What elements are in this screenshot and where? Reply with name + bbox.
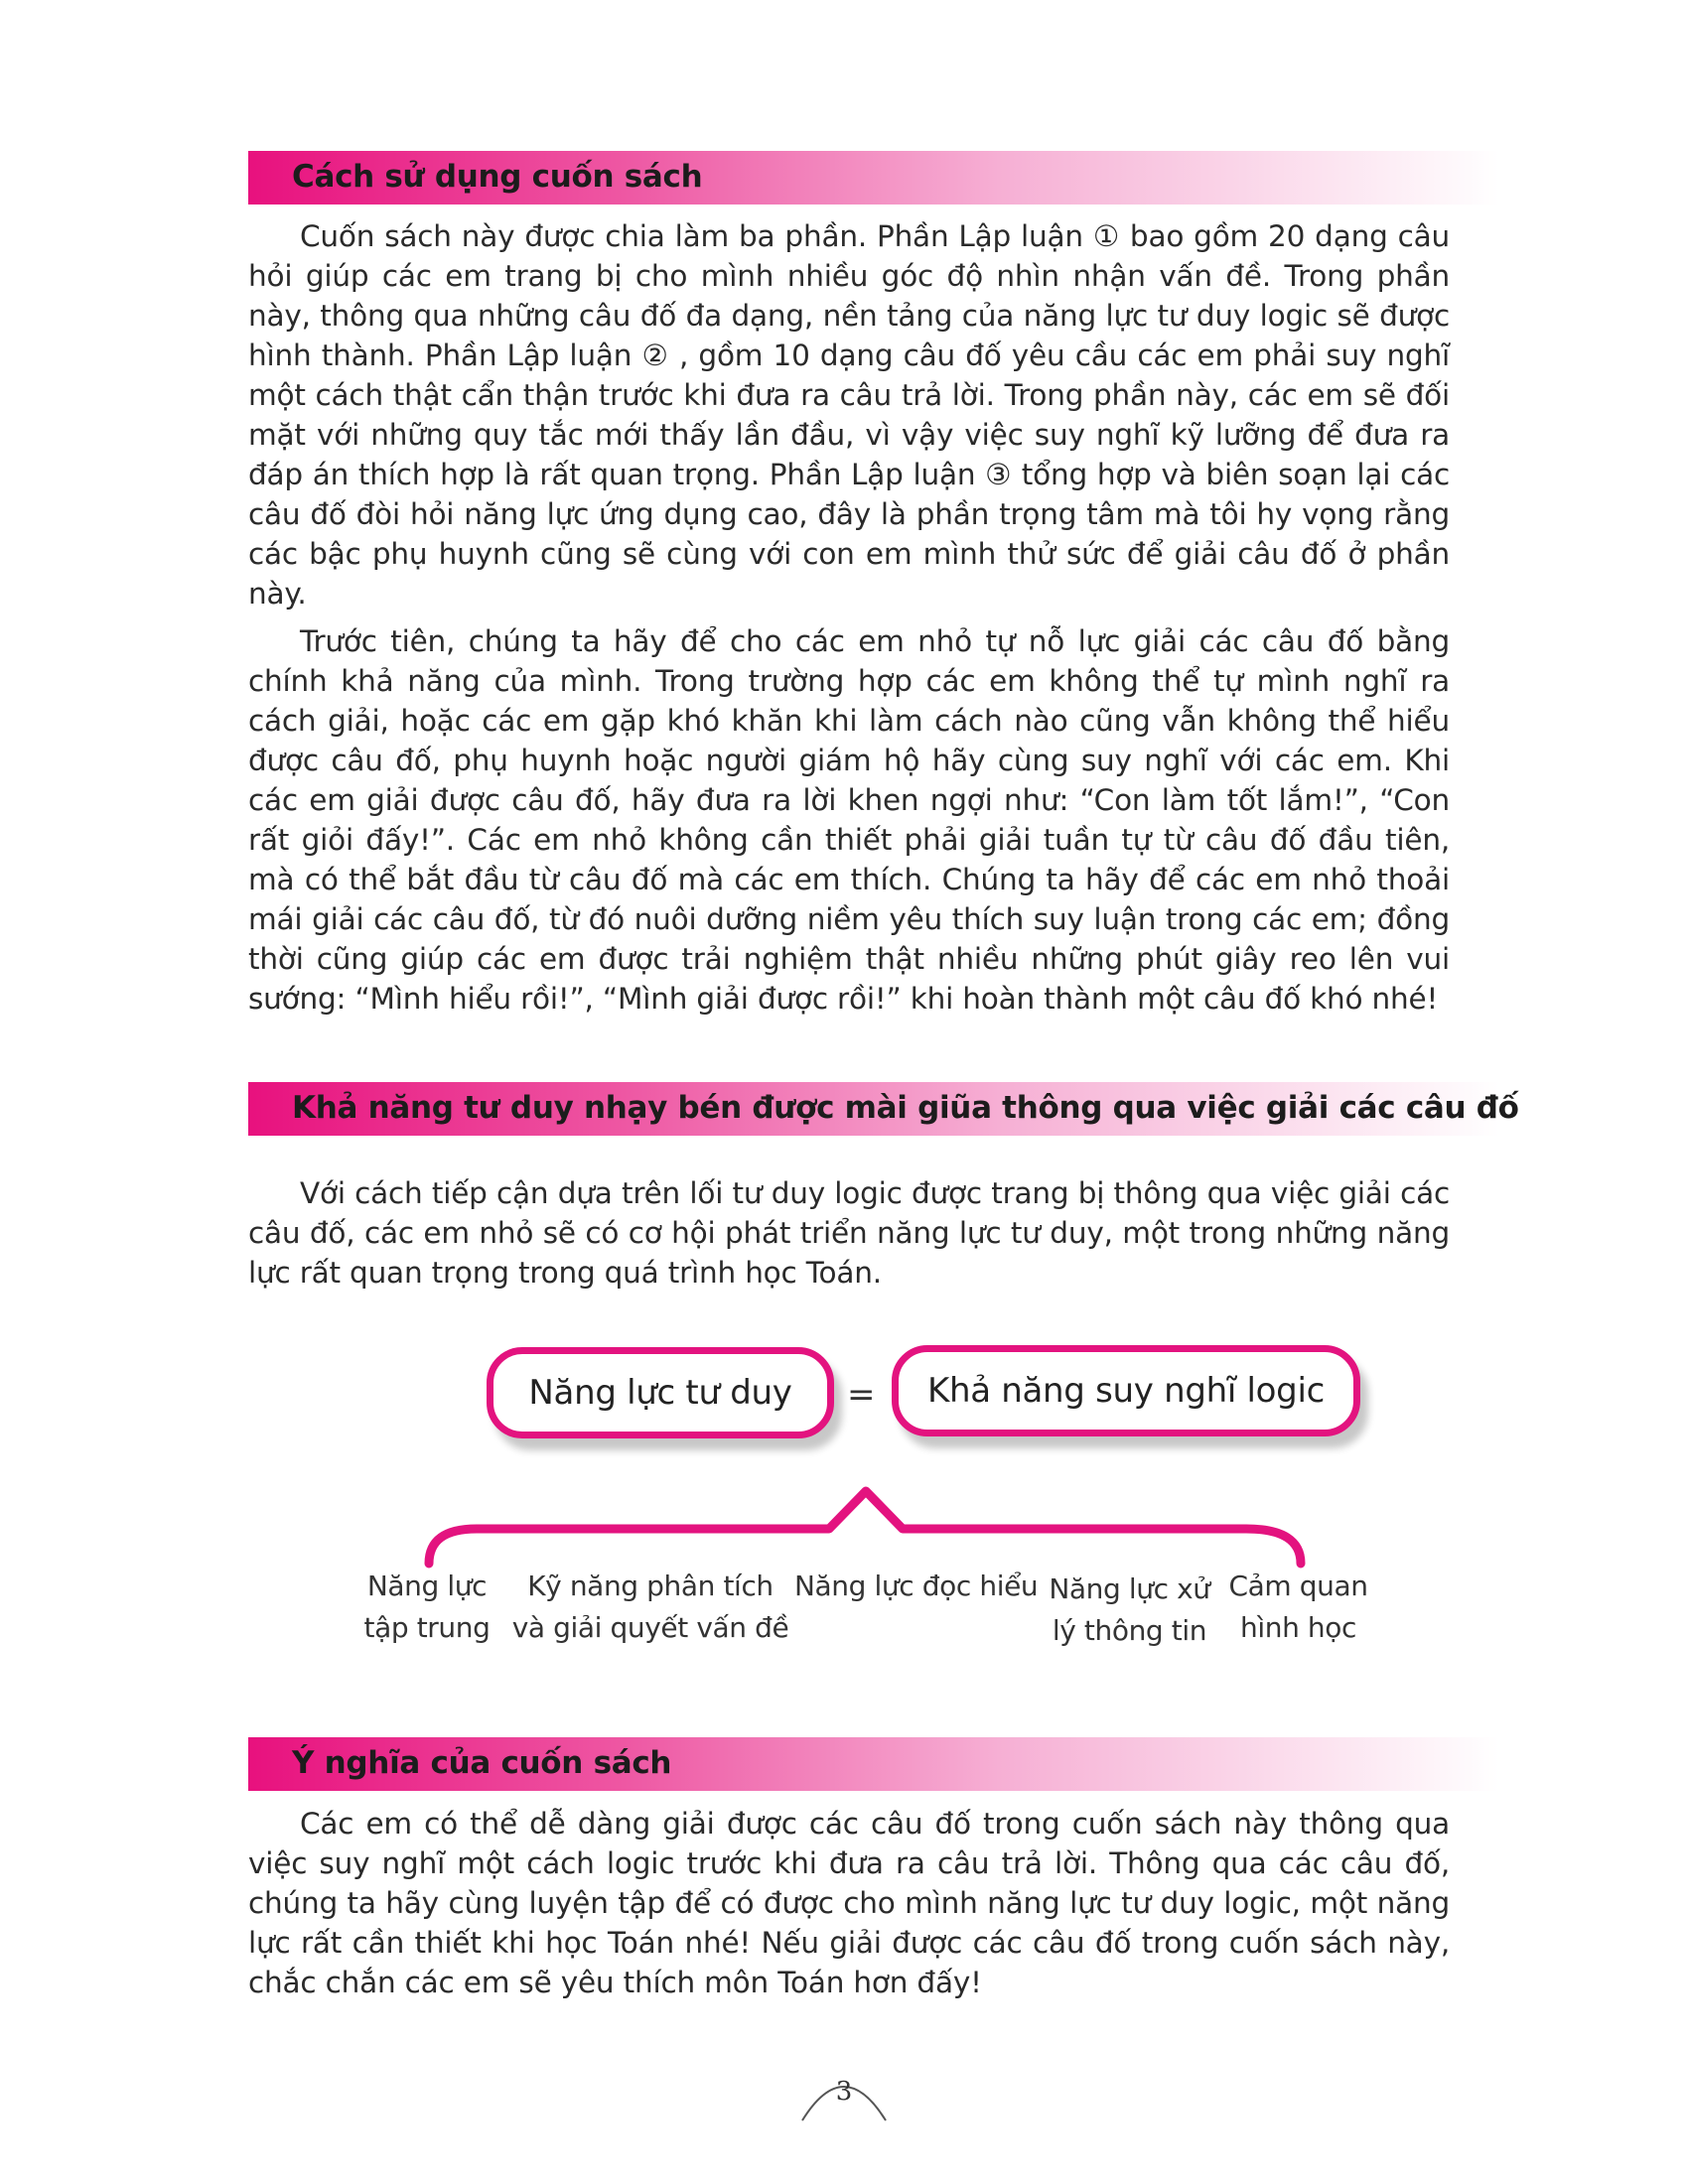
component-focus [357, 1566, 496, 1649]
section-heading-usage-text: Cách sử dụng cuốn sách [292, 159, 703, 195]
component-analysis-line1: Kỹ năng phân tích [527, 1570, 774, 1602]
thinking-ability-label: Năng lực tư duy [528, 1373, 792, 1413]
component-analysis-line2: và giải quyết vấn đề [511, 1611, 789, 1644]
equals-sign: = [847, 1375, 876, 1415]
logical-thinking-box [892, 1345, 1360, 1436]
page-number-badge [794, 2065, 894, 2124]
section-heading-thinking [248, 1082, 1519, 1136]
page-number: 3 [835, 2077, 853, 2107]
component-reading [794, 1566, 1039, 1607]
meaning-paragraph: Các em có thể dễ dàng giải được các câu đố trong cuốn sách này thông qua việc suy nghĩ một cách logic trước khi đưa ra câu trả lời. Thông qua các câu đố, chúng ta hãy cùng luyện tập để có được cho mình năng lực tư duy logic, một năng lực rất cần thiết khi học Toán nhé! Nếu giải được các câu đố trong cuốn sách này, chắc chắn các em sẽ yêu thích môn Toán hơn đấy! [248, 1807, 1450, 1999]
section-heading-usage [248, 151, 1499, 205]
component-geometry-line2: hình học [1240, 1611, 1356, 1644]
component-information-line1: Năng lực xử [1049, 1572, 1210, 1605]
section-heading-meaning-text: Ý nghĩa của cuốn sách [292, 1745, 672, 1781]
section-heading-thinking-text: Khả năng tư duy nhạy bén được mài giũa thông qua việc giải các câu đố [292, 1090, 1519, 1126]
component-information [1043, 1569, 1216, 1652]
section-heading-meaning [248, 1737, 1499, 1791]
component-geometry-line1: Cảm quan [1228, 1570, 1368, 1602]
component-geometry [1226, 1566, 1370, 1649]
component-reading-line1: Năng lực đọc hiểu [794, 1570, 1039, 1602]
thinking-ability-box [487, 1347, 834, 1438]
thinking-paragraph: Với cách tiếp cận dựa trên lối tư duy logic được trang bị thông qua việc giải các câu đố, các em nhỏ sẽ có cơ hội phát triển năng lực tư duy, một trong những năng lực rất quan trọng trong quá trình học Toán. [248, 1176, 1450, 1290]
component-information-line2: lý thông tin [1052, 1614, 1207, 1647]
component-focus-line1: Năng lực [366, 1570, 488, 1602]
grouping-brace [417, 1479, 1311, 1569]
component-analysis [511, 1566, 789, 1649]
component-focus-line2: tập trung [363, 1611, 491, 1644]
usage-paragraph-1: Cuốn sách này được chia làm ba phần. Phần Lập luận ① bao gồm 20 dạng câu hỏi giúp các em trang bị cho mình nhiều góc độ nhìn nhận vấn đề. Trong phần này, thông qua những câu đố đa dạng, nền tảng của năng lực tư duy logic sẽ được hình thành. Phần Lập luận ② , gồm 10 dạng câu đố yêu cầu các em phải suy nghĩ một cách thật cẩn thận trước khi đưa ra câu trả lời. Trong phần này, các em sẽ đối mặt với những quy tắc mới thấy lần đầu, vì vậy việc suy nghĩ kỹ lưỡng để đưa ra đáp án thích hợp là rất quan trọng. Phần Lập luận ③ tổng hợp và biên soạn lại các câu đố đòi hỏi năng lực ứng dụng cao, đây là phần trọng tâm mà tôi hy vọng rằng các bậc phụ huynh cũng sẽ cùng với con em mình thử sức để giải câu đố ở phần này. [248, 219, 1450, 611]
usage-paragraph-2: Trước tiên, chúng ta hãy để cho các em nhỏ tự nỗ lực giải các câu đố bằng chính khả năng của mình. Trong trường hợp các em không thể tự mình nghĩ ra cách giải, hoặc các em gặp khó khăn khi làm cách nào cũng vẫn không thể hiểu được câu đố, phụ huynh hoặc người giám hộ hãy cùng suy nghĩ với các em. Khi các em giải được câu đố, hãy đưa ra lời khen ngợi như: “Con làm tốt lắm!”, “Con rất giỏi đấy!”. Các em nhỏ không cần thiết phải giải tuần tự từ câu đố đầu tiên, mà có thể bắt đầu từ câu đố mà các em thích. Chúng ta hãy để các em nhỏ thoải mái giải các câu đố, từ đó nuôi dưỡng niềm yêu thích suy luận trong các em; đồng thời cũng giúp các em được trải nghiệm thật nhiều những phút giây reo lên vui sướng: “Mình hiểu rồi!”, “Mình giải được rồi!” khi hoàn thành một câu đố khó nhé! [248, 624, 1450, 1016]
logical-thinking-label: Khả năng suy nghĩ logic [926, 1371, 1325, 1411]
